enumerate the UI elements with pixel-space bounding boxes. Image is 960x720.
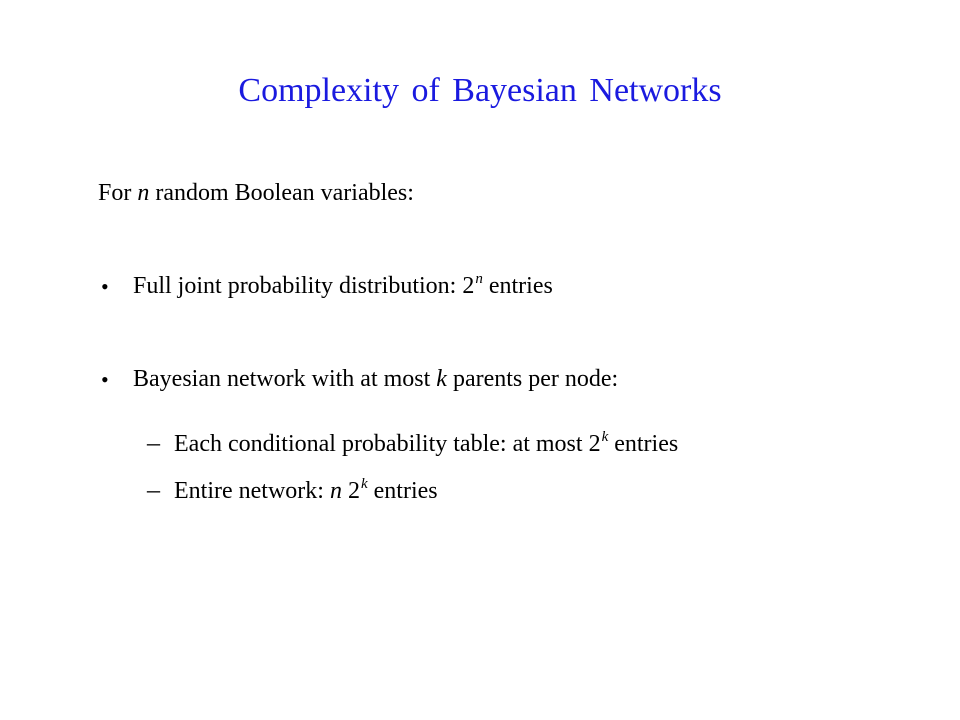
subitem-2-exponent: k bbox=[360, 476, 368, 492]
bullet-marker-2: • bbox=[101, 367, 109, 392]
subitem-entire-network bbox=[174, 478, 438, 505]
bullet-full-joint bbox=[133, 273, 553, 300]
subitem-1-text: Each conditional probability table: at most 2 bbox=[174, 431, 601, 457]
slide-title: Complexity of Bayesian Networks bbox=[238, 72, 722, 109]
subitem-2-text-mid: 2 bbox=[341, 478, 360, 504]
bullet-marker-1: • bbox=[101, 274, 109, 299]
intro-text-before: For bbox=[98, 180, 138, 206]
bullet-2-text-after: parents per node: bbox=[446, 366, 619, 392]
bullet-1-tail: entries bbox=[482, 273, 553, 299]
bullet-2-variable-k: k bbox=[436, 366, 447, 392]
bullet-1-exponent: n bbox=[475, 271, 483, 287]
bullet-1-text: Full joint probability distribution: 2 bbox=[133, 273, 475, 299]
subitem-2-tail: entries bbox=[367, 478, 438, 504]
subitem-1-tail: entries bbox=[608, 431, 679, 457]
subitem-2-text-before: Entire network: bbox=[174, 478, 330, 504]
bullet-bayesian-network bbox=[133, 366, 618, 393]
subitem-cpt bbox=[174, 431, 678, 458]
intro-variable-n: n bbox=[137, 180, 150, 206]
intro-line bbox=[98, 180, 414, 207]
subitem-marker-1: – bbox=[147, 428, 160, 457]
subitem-marker-2: – bbox=[147, 475, 160, 504]
subitem-2-variable-n: n bbox=[329, 478, 342, 504]
bullet-2-text-before: Bayesian network with at most bbox=[133, 366, 437, 392]
subitem-1-exponent: k bbox=[601, 429, 609, 445]
intro-text-after: random Boolean variables: bbox=[149, 180, 414, 206]
